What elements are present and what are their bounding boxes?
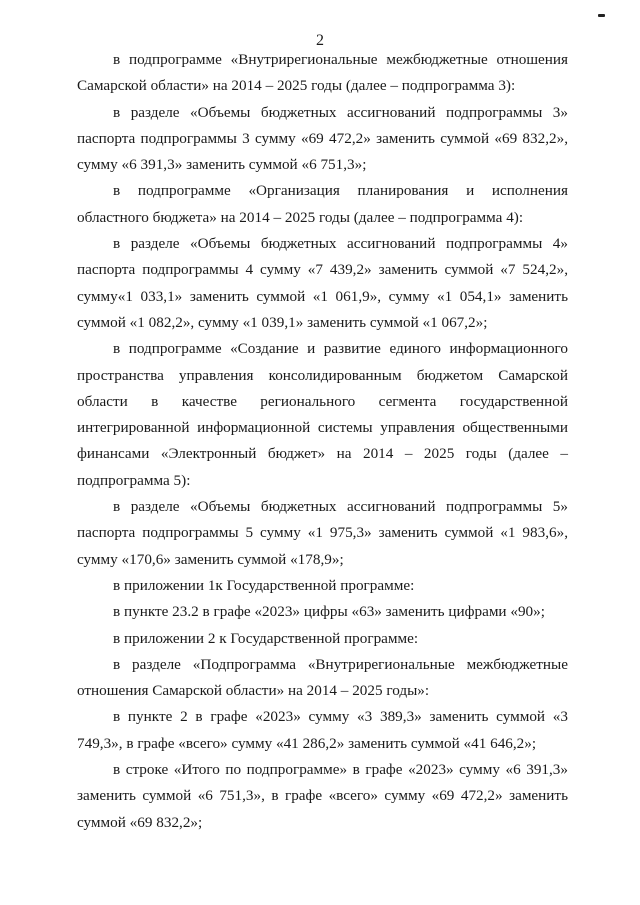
- paragraph-section-subprogram: в разделе «Подпрограмма «Внутрирегиональные межбюджетные отношения Самарской области» на 2014 – 2025 годы»:: [77, 655, 568, 700]
- page-number: 2: [316, 32, 324, 49]
- paragraph-subprogram-4-funding: в разделе «Объемы бюджетных ассигнований подпрограммы 4» паспорта подпрограммы 4 сумму «7 439,2» заменить суммой «7 524,2», сумму«1 033,1» заменить суммой «1 061,9», сумму «1 054,1» заменить суммой «1 082,2», сумму «1 039,1» заменить суммой «1 067,2»;: [77, 235, 568, 331]
- paragraph-total-row: в строке «Итого по подпрограмме» в графе «2023» сумму «6 391,3» заменить суммой «6 751,3», в графе «всего» сумму «69 472,2» заменить суммой «69 832,2»;: [77, 761, 568, 831]
- paragraph-appendix-1k: в приложении 1к Государственной программе:: [113, 576, 415, 594]
- paragraph-subprogram-5: в подпрограмме «Создание и развитие единого информационного пространства управления консолидированным бюджетом Самарской области в качестве регионального сегмента государственной интегрированной информационной системы управления общественными финансами «Электронный бюджет» на 2014 – 2025 годы (далее – подпрограмма 5):: [77, 340, 568, 489]
- paragraph-subprogram-5-funding: в разделе «Объемы бюджетных ассигнований подпрограммы 5» паспорта подпрограммы 5 сумму «1 975,3» заменить суммой «1 983,6», сумму «170,6» заменить суммой «178,9»;: [77, 498, 568, 568]
- paragraph-subprogram-3: в подпрограмме «Внутрирегиональные межбюджетные отношения Самарской области» на 2014 – 2025 годы (далее – подпрограмма 3):: [77, 51, 568, 95]
- scan-mark: [598, 14, 605, 17]
- paragraph-point-23-2: в пункте 23.2 в графе «2023» цифры «63» заменить цифрами «90»;: [113, 603, 545, 621]
- paragraph-subprogram-3-funding: в разделе «Объемы бюджетных ассигнований подпрограммы 3» паспорта подпрограммы 3 сумму «69 472,2» заменить суммой «69 832,2», сумму «6 391,3» заменить суммой «6 751,3»;: [77, 103, 568, 174]
- paragraph-appendix-2: в приложении 2 к Государственной программе:: [113, 629, 419, 647]
- document-body: [77, 47, 568, 836]
- paragraph-point-2: в пункте 2 в графе «2023» сумму «3 389,3» заменить суммой «3 749,3», в графе «всего» сумму «41 286,2» заменить суммой «41 646,2»;: [77, 708, 568, 752]
- paragraph-subprogram-4: в подпрограмме «Организация планирования и исполнения областного бюджета» на 2014 – 2025 годы (далее – подпрограмма 4):: [77, 182, 568, 226]
